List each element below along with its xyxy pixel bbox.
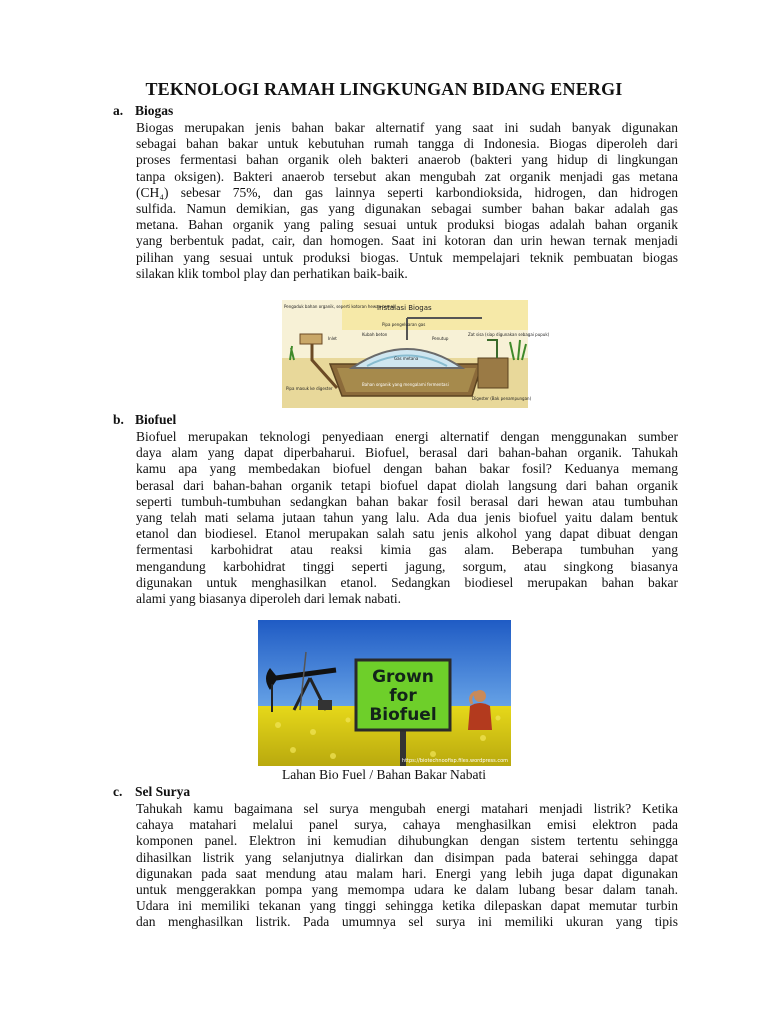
diagram-label: Zat sisa (siap digunakan sebagai pupuk)	[468, 332, 550, 337]
text-line: cahaya matahari melalui panel surya, cahaya menghasilkan emisi elektron pada	[136, 817, 678, 833]
diagram-label: Kubah beton	[362, 332, 388, 337]
text-line: Udara ini memiliki tekanan yang tinggi sehingga ketika dilepaskan dapat memutar turbin	[136, 898, 678, 914]
text-line: (CH₄) sebesar 75%, dan gas lainnya seperti karbondioksida, hidrogen, dan hidrogen	[136, 184, 678, 200]
biofuel-field-photo	[258, 620, 511, 766]
diagram-label: Inlet	[328, 336, 337, 341]
diagram-label: Pipa masuk ke digester	[286, 386, 333, 391]
text-line: digunakan pada saat mendung atau malam hari. Energi yang lebih juga dapat digunakan	[136, 865, 678, 881]
text-line: alami yang biasanya diperoleh dari lemak nabati.	[136, 591, 402, 607]
text-line: kamu apa yang membedakan biofuel dengan bahan bakar fosil? Keduanya memang	[136, 461, 678, 477]
text-line: Biogas merupakan jenis bahan bakar alternatif yang saat ini sudah banyak digunakan	[136, 120, 678, 135]
svg-text:for: for	[389, 686, 417, 706]
diagram-title: Instalasi Biogas	[377, 304, 432, 312]
photo-watermark: https://biotechnoofisp.files.wordpress.com	[401, 758, 508, 764]
text-line: digunakan untuk menghasilkan etanol. Sedangkan biodiesel merupakan bahan bakar	[136, 574, 678, 590]
section-heading-biofuel: b. Biofuel	[113, 412, 177, 427]
text-line: sulfida. Namun demikian, gas yang digunakan sebagai sumber bahan bakar adalah gas	[136, 201, 678, 217]
diagram-label: Pengaduk bahan organik, seperti kotoran hewan ternak	[284, 304, 396, 309]
biogas-installation-diagram	[282, 300, 550, 408]
text-line: dihasilkan listrik yang selanjutnya dialirkan dan disimpan pada baterai sehingga dapat	[136, 849, 678, 865]
text-line: untuk menggerakkan pompa yang memompa udara ke dalam lubang besar dalam tanah.	[136, 882, 678, 898]
text-line: pilihan yang sesuai untuk produksi biogas. Untuk mempelajari teknik pembuatan biogas	[136, 249, 678, 265]
section-heading-sel-surya: c. Sel Surya	[113, 784, 191, 799]
text-line: sebagai bahan bakar untuk kebutuhan rumah tangga di Indonesia. Biogas diperoleh dari	[136, 136, 678, 152]
paragraph-biogas	[136, 120, 678, 282]
text-line: proses fermentasi bahan organik oleh bakteri anaerob (bakteri yang hidup di lingkungan	[136, 152, 678, 168]
text-line: komponen panel. Elektron ini kemudian dihubungkan dengan sistem tertentu sehingga	[136, 833, 678, 849]
text-line: silakan klik tombol play dan perhatikan baik-baik.	[136, 265, 408, 281]
text-line: yang berbentuk padat, cair, dan homogen. Saat ini kotoran dan urin hewan ternak menjadi	[136, 233, 678, 249]
diagram-label: Gas metana	[394, 356, 419, 361]
text-line: seperti tumbuh-tumbuhan sedangkan bahan bakar fosil berasal dari hewan atau tumbuhan	[136, 493, 678, 509]
text-line: tanpa oksigen). Bakteri anaerob tersebut akan mengubah zat organik menjadi gas metana	[136, 168, 678, 184]
text-line: mengandung karbohidrat tinggi seperti jagung, sorgum, atau singkong biasanya	[136, 558, 678, 574]
text-line: dan menghasilkan listrik. Pada umumnya sel surya ini memiliki ukuran yang tipis	[136, 914, 678, 930]
svg-text:Grown: Grown	[372, 667, 434, 687]
diagram-label: Pipa pengeluaran gas	[382, 322, 426, 327]
page-title: TEKNOLOGI RAMAH LINGKUNGAN BIDANG ENERGI	[145, 79, 623, 99]
paragraph-sel-surya	[136, 801, 678, 931]
paragraph-biofuel	[136, 429, 678, 607]
text-line: Tahukah kamu bagaimana sel surya mengubah energi matahari menjadi listrik? Ketika	[136, 801, 678, 816]
text-line: daya alam yang dapat diperbaharui. Biofuel, berasal dari bahan-bahan organik. Tahukah	[136, 445, 678, 461]
figure-caption: Lahan Bio Fuel / Bahan Bakar Nabati	[282, 767, 486, 782]
svg-text:Biofuel: Biofuel	[369, 705, 437, 725]
text-line: etanol dan biodiesel. Etanol merupakan salah satu jenis alkohol yang dapat dibuat dengan	[136, 526, 678, 542]
text-line: Biofuel merupakan teknologi penyediaan energi alternatif dengan menggunakan sumber	[136, 429, 678, 444]
text-line: fermentasi karbohidrat atau reaksi kimia gas alam. Beberapa tumbuhan yang	[136, 542, 678, 558]
text-line: berasal dari bahan-bahan organik tetapi biofuel dapat diolah langsung dari bahan organik	[136, 477, 678, 493]
text-line: metana. Bahan organik yang paling sesuai untuk produksi biogas adalah bahan organik	[136, 217, 678, 233]
text-line: yang telah mati selama jutaan tahun yang lalu. Ada dua jenis biofuel yaitu dalam bentuk	[136, 510, 678, 526]
section-heading-biogas: a. Biogas	[113, 103, 174, 118]
diagram-label: Digester (Bak penampungan)	[472, 396, 532, 401]
diagram-label: Penutup	[432, 336, 449, 341]
diagram-label: Bahan organik yang mengalami fermentasi	[362, 382, 449, 387]
